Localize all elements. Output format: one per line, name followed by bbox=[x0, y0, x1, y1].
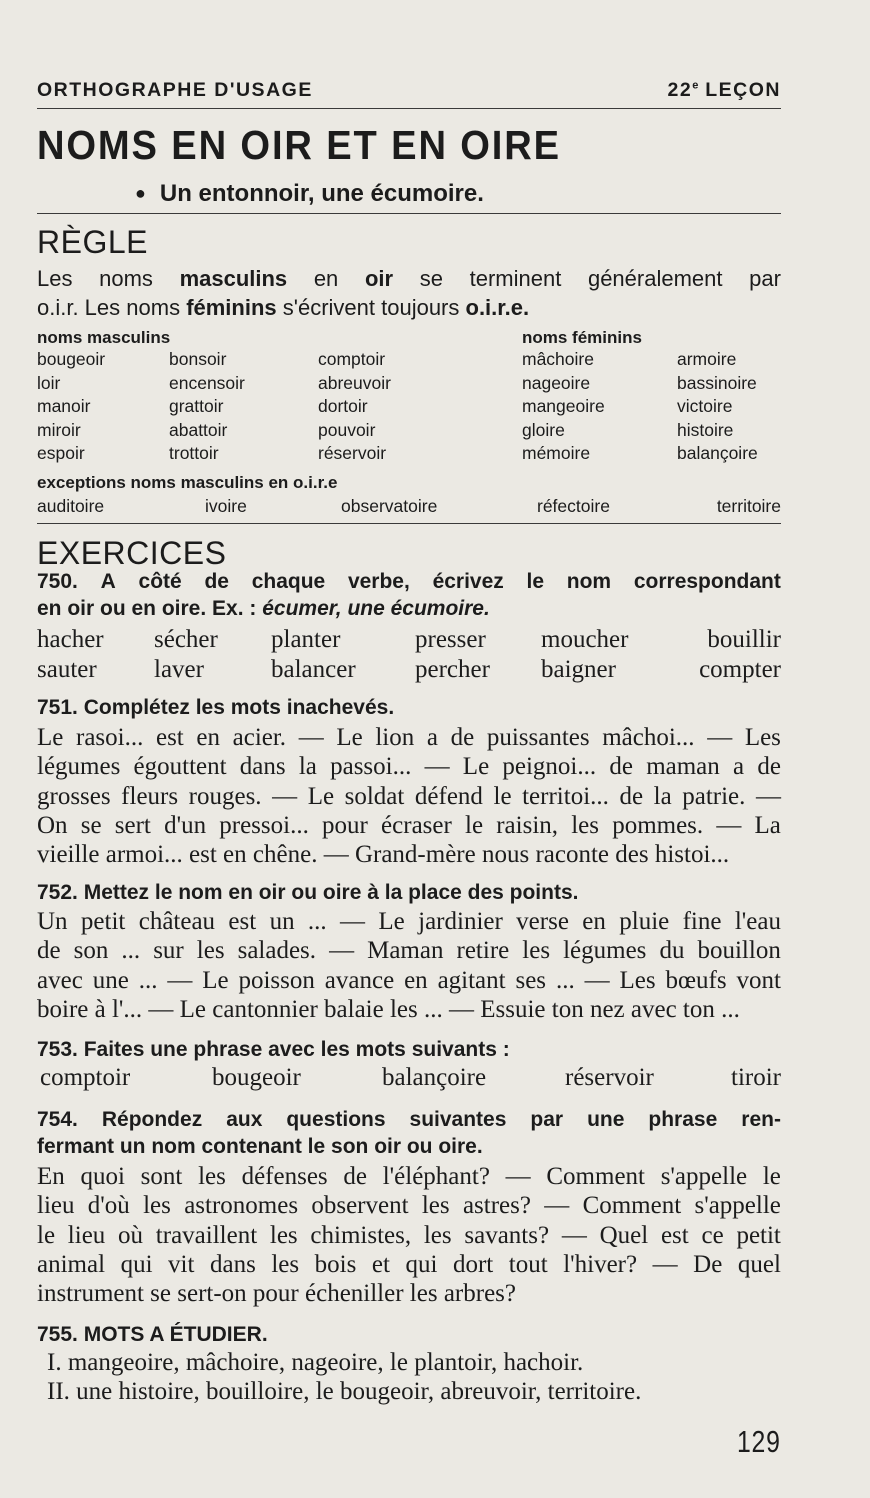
text-line bbox=[37, 811, 781, 840]
page-number: 129 bbox=[737, 1424, 781, 1459]
word: le bbox=[37, 1221, 56, 1249]
row-word: laver bbox=[154, 656, 204, 683]
word: — bbox=[298, 724, 324, 751]
word: vit bbox=[168, 1250, 195, 1278]
word: questions bbox=[286, 1108, 386, 1131]
word: fine bbox=[682, 908, 722, 935]
word: le bbox=[526, 570, 545, 593]
word: l'éléphant? bbox=[382, 1163, 490, 1190]
lists-divider bbox=[37, 523, 781, 524]
word: qui bbox=[405, 1250, 438, 1278]
word: astres? bbox=[462, 1192, 531, 1220]
word: verbe, bbox=[347, 570, 410, 593]
word: s'appelle bbox=[694, 1192, 781, 1220]
row-word: compter bbox=[699, 656, 781, 683]
word: 754. bbox=[37, 1108, 78, 1131]
word: vont bbox=[736, 966, 781, 994]
word: la bbox=[298, 753, 317, 781]
word: et bbox=[371, 1250, 390, 1278]
word: Les bbox=[744, 724, 781, 751]
list-word: armoire bbox=[677, 349, 737, 369]
word: Le bbox=[202, 966, 229, 994]
word: le bbox=[493, 782, 512, 810]
word: avec bbox=[37, 966, 83, 994]
header-divider bbox=[37, 108, 781, 109]
list-word: encensoir bbox=[169, 372, 245, 393]
word: par bbox=[530, 1108, 564, 1131]
word: est bbox=[660, 1221, 689, 1249]
list-word: pouvoir bbox=[318, 419, 376, 440]
word: qui bbox=[120, 1250, 153, 1278]
rule-line-1 bbox=[37, 264, 781, 293]
list-word: nageoire bbox=[522, 372, 591, 393]
word: bouillon bbox=[697, 937, 781, 965]
word: La bbox=[754, 811, 781, 839]
word: observent bbox=[311, 1192, 409, 1220]
row-word: balançoire bbox=[382, 1064, 487, 1091]
list-word: bougeoir bbox=[37, 349, 106, 369]
book-page bbox=[37, 0, 781, 1498]
word: pressoi... bbox=[219, 811, 309, 839]
word: noms bbox=[99, 266, 153, 291]
text-line bbox=[37, 1162, 781, 1191]
word: rouges. bbox=[188, 782, 262, 810]
word: Les bbox=[619, 966, 656, 994]
word: Le bbox=[307, 782, 335, 810]
word: dort bbox=[452, 1250, 494, 1278]
row-word: baigner bbox=[541, 656, 616, 683]
list-word: bonsoir bbox=[169, 349, 227, 369]
list-word: miroir bbox=[37, 419, 81, 440]
word: sur bbox=[153, 937, 184, 965]
word: salades. bbox=[237, 937, 317, 965]
word: petit bbox=[736, 1221, 781, 1249]
word: raisin, bbox=[496, 811, 559, 839]
word: d'un bbox=[164, 811, 207, 839]
word: égouttent bbox=[133, 753, 227, 781]
exercise-752-text bbox=[37, 907, 781, 1024]
exercise-750-line-2: en oir ou en oire. Ex. : écumer, une écumoire. bbox=[37, 597, 490, 620]
masculine-column-3 bbox=[318, 348, 391, 466]
exercise-754-line-1 bbox=[37, 1106, 781, 1133]
list-word: trottoir bbox=[169, 443, 219, 463]
row-word: planter bbox=[271, 626, 341, 653]
text-line bbox=[37, 966, 781, 995]
text-line bbox=[37, 936, 781, 965]
exercise-753-instruction: 753. Faites une phrase avec les mots suivants : bbox=[37, 1038, 510, 1061]
exception-word: auditoire bbox=[37, 496, 105, 516]
word: — bbox=[272, 782, 298, 810]
word: savants? bbox=[464, 1221, 550, 1249]
word: — bbox=[707, 724, 733, 751]
masculine-column-1 bbox=[37, 348, 105, 466]
word: écraser bbox=[381, 811, 452, 839]
word: un bbox=[269, 908, 295, 935]
word: soldat bbox=[344, 782, 405, 810]
text-line bbox=[37, 782, 781, 811]
word: de bbox=[343, 1163, 367, 1190]
word: les bbox=[423, 1221, 452, 1249]
word: — bbox=[424, 753, 450, 781]
word: les bbox=[522, 937, 551, 965]
word: grosses bbox=[37, 782, 111, 810]
word: le bbox=[465, 811, 484, 839]
word: animal bbox=[37, 1250, 106, 1278]
word: en bbox=[404, 966, 428, 994]
word: défend bbox=[414, 782, 483, 810]
word: ses bbox=[515, 966, 547, 994]
word: — bbox=[544, 1192, 570, 1220]
word: de bbox=[204, 570, 229, 593]
word: pour bbox=[322, 811, 368, 839]
word: ce bbox=[701, 1221, 724, 1249]
chapter-label: ORTHOGRAPHE D'USAGE bbox=[37, 79, 313, 101]
list-word: espoir bbox=[37, 443, 85, 463]
word: chaque bbox=[251, 570, 326, 593]
word: correspondant bbox=[633, 570, 781, 593]
text-line bbox=[37, 723, 781, 752]
word: petit bbox=[80, 908, 126, 935]
word: côté bbox=[138, 570, 182, 593]
word: légumes bbox=[37, 753, 121, 781]
word: acier. bbox=[232, 724, 287, 751]
word: se bbox=[419, 266, 443, 291]
word: poisson bbox=[238, 966, 315, 994]
word: lieu bbox=[67, 1221, 106, 1249]
word: avance bbox=[324, 966, 395, 994]
text-line: vieille armoi... est en chêne. — Grand-mère nous raconte des histoi... bbox=[37, 841, 730, 869]
word: — bbox=[329, 937, 355, 965]
word: terminent bbox=[469, 266, 562, 291]
exercise-754-instruction bbox=[37, 1106, 781, 1160]
word: nom bbox=[566, 570, 612, 593]
list-word: grattoir bbox=[169, 396, 224, 416]
rule-heading: RÈGLE bbox=[37, 224, 148, 260]
word: sert bbox=[114, 811, 151, 839]
exercise-754-text bbox=[37, 1162, 781, 1308]
word: astronomes bbox=[184, 1192, 299, 1220]
word: 750. bbox=[37, 570, 78, 593]
word: maman bbox=[646, 753, 720, 781]
word: en bbox=[582, 908, 606, 935]
row-word: réservoir bbox=[565, 1064, 654, 1091]
word: Le bbox=[378, 908, 405, 935]
word: jardinier bbox=[418, 908, 503, 935]
word: peignoi... bbox=[502, 753, 597, 781]
exercise-750-example: écumer, une écumoire. bbox=[262, 597, 490, 620]
word: — bbox=[652, 1250, 678, 1278]
exercise-751-instruction: 751. Complétez les mots inachevés. bbox=[37, 696, 395, 719]
row-word: bougeoir bbox=[212, 1064, 301, 1091]
word: château bbox=[138, 908, 216, 935]
lesson-subtitle: ● Un entonnoir, une écumoire. bbox=[135, 180, 484, 207]
exception-word: observatoire bbox=[341, 496, 438, 516]
exercise-752-instruction: 752. Mettez le nom en oir ou oire à la place des points. bbox=[37, 881, 579, 904]
list-word: abattoir bbox=[169, 419, 228, 440]
word: De bbox=[693, 1250, 723, 1278]
word: les bbox=[571, 811, 599, 839]
word: rasoi... bbox=[76, 724, 144, 751]
exercise-750-line-1 bbox=[37, 568, 781, 595]
word: quoi bbox=[80, 1163, 125, 1190]
word: Les bbox=[37, 266, 73, 291]
word: A bbox=[100, 570, 116, 593]
word: bois bbox=[314, 1250, 357, 1278]
word: On bbox=[37, 811, 68, 839]
lesson-label: 22e LEÇON bbox=[667, 79, 781, 101]
word: de bbox=[37, 937, 61, 965]
row-word: presser bbox=[415, 626, 486, 653]
word: suivantes bbox=[409, 1108, 507, 1131]
word: Le bbox=[37, 724, 64, 751]
row-word: tiroir bbox=[731, 1064, 781, 1091]
rule-text bbox=[37, 264, 781, 322]
word: quel bbox=[737, 1250, 781, 1278]
list-word: réservoir bbox=[318, 443, 387, 463]
word: le bbox=[762, 1163, 781, 1190]
word: dans bbox=[239, 753, 286, 781]
word: En bbox=[37, 1163, 65, 1190]
list-word: comptoir bbox=[318, 349, 386, 369]
word: phrase bbox=[648, 1108, 718, 1131]
word: fleurs bbox=[121, 782, 179, 810]
word: bœufs bbox=[665, 966, 727, 994]
word: la bbox=[653, 782, 672, 810]
word: les bbox=[196, 937, 225, 965]
title-divider bbox=[37, 213, 781, 214]
feminine-column-2 bbox=[677, 348, 758, 466]
word: les bbox=[269, 1221, 298, 1249]
text-line bbox=[37, 752, 781, 781]
word: dans bbox=[209, 1250, 256, 1278]
study-words-line-1: I. mangeoire, mâchoire, nageoire, le plantoir, hachoir. bbox=[47, 1349, 584, 1376]
list-word: histoire bbox=[677, 419, 734, 440]
list-word: manoir bbox=[37, 396, 91, 416]
word: — bbox=[167, 966, 193, 994]
word: Quel bbox=[599, 1221, 649, 1249]
word: travaillent bbox=[155, 1221, 258, 1249]
word: passoi... bbox=[330, 753, 412, 781]
text-line bbox=[37, 1221, 781, 1250]
word: de bbox=[619, 782, 644, 810]
word: puissantes bbox=[486, 724, 590, 751]
bullet-icon: ● bbox=[135, 183, 146, 203]
word: les bbox=[271, 1250, 300, 1278]
word: Répondez bbox=[101, 1108, 203, 1131]
word: ... bbox=[121, 937, 141, 965]
list-word: bassinoire bbox=[677, 372, 757, 393]
word: Comment bbox=[546, 1163, 645, 1190]
word: sont bbox=[140, 1163, 183, 1190]
row-word: sécher bbox=[154, 626, 218, 653]
word: écrivez bbox=[432, 570, 504, 593]
word: Maman bbox=[367, 937, 444, 965]
word: d'où bbox=[87, 1192, 130, 1220]
word: a bbox=[426, 724, 438, 751]
word: Le bbox=[462, 753, 490, 781]
word: défenses bbox=[241, 1163, 328, 1190]
exercise-751-text bbox=[37, 723, 781, 869]
word: Un bbox=[37, 908, 68, 935]
word: — bbox=[505, 1163, 531, 1190]
rule-line-2: o.i.r. Les noms féminins s'écrivent toujours o.i.r.e. bbox=[37, 295, 530, 320]
word: lieu bbox=[37, 1192, 75, 1220]
list-word: loir bbox=[37, 372, 61, 393]
word: ... bbox=[138, 966, 158, 994]
word: est bbox=[155, 724, 184, 751]
word: chimistes, bbox=[310, 1221, 412, 1249]
word: ... bbox=[555, 966, 575, 994]
word: — bbox=[561, 1221, 587, 1249]
exception-word: ivoire bbox=[205, 496, 247, 516]
list-word: abreuvoir bbox=[318, 372, 391, 393]
word: a bbox=[733, 753, 745, 781]
text-line bbox=[37, 1191, 781, 1220]
list-word: mangeoire bbox=[522, 396, 605, 416]
exception-word: territoire bbox=[716, 496, 781, 516]
exercises-heading: EXERCICES bbox=[37, 535, 227, 571]
word: les bbox=[143, 1192, 171, 1220]
word: masculins bbox=[179, 266, 288, 291]
list-word: victoire bbox=[677, 396, 733, 416]
word: territoi... bbox=[522, 782, 609, 810]
word: lion bbox=[375, 724, 415, 751]
row-word: comptoir bbox=[40, 1064, 131, 1091]
word: mâchoi... bbox=[602, 724, 695, 751]
text-line bbox=[37, 907, 781, 936]
word: une bbox=[587, 1108, 625, 1131]
row-word: bouillir bbox=[707, 626, 781, 653]
word: de bbox=[450, 724, 475, 751]
study-words-line-2: II. une histoire, bouilloire, le bougeoir, abreuvoir, territoire. bbox=[47, 1378, 642, 1405]
word: — bbox=[584, 966, 610, 994]
word: pommes. bbox=[612, 811, 704, 839]
list-word: mâchoire bbox=[522, 349, 594, 369]
row-word: balancer bbox=[271, 656, 356, 683]
exercise-754-line-2: fermant un nom contenant le son oir ou oire. bbox=[37, 1135, 483, 1158]
text-line: instrument se sert-on pour écheniller les arbres? bbox=[37, 1280, 516, 1308]
row-word: moucher bbox=[541, 626, 629, 653]
word: Comment bbox=[582, 1192, 682, 1220]
lesson-title: NOMS EN OIR ET EN OIRE bbox=[37, 122, 561, 168]
word: son bbox=[73, 937, 109, 965]
word: s'appelle bbox=[660, 1163, 748, 1190]
word: par bbox=[749, 266, 781, 291]
word: pluie bbox=[619, 908, 670, 935]
exception-word: réfectoire bbox=[537, 496, 610, 516]
word: où bbox=[118, 1221, 144, 1249]
word: de bbox=[609, 753, 633, 781]
word: ren- bbox=[741, 1108, 781, 1131]
word: les bbox=[198, 1163, 226, 1190]
word: ... bbox=[307, 908, 327, 935]
row-word: percher bbox=[415, 656, 490, 683]
feminine-list-heading: noms féminins bbox=[522, 328, 642, 347]
masculine-column-2 bbox=[169, 348, 245, 466]
word: en bbox=[196, 724, 220, 751]
feminine-column-1 bbox=[522, 348, 605, 466]
word: aux bbox=[226, 1108, 263, 1131]
word: de bbox=[757, 753, 781, 781]
list-word: mémoire bbox=[522, 443, 591, 463]
word: est bbox=[228, 908, 257, 935]
row-word: hacher bbox=[37, 626, 104, 653]
word: patrie. bbox=[682, 782, 746, 810]
word: — bbox=[716, 811, 742, 839]
word: agitant bbox=[437, 966, 506, 994]
row-word: sauter bbox=[37, 656, 97, 683]
word: les bbox=[421, 1192, 450, 1220]
list-word: gloire bbox=[522, 419, 565, 440]
word: retire bbox=[456, 937, 510, 965]
word: légumes bbox=[563, 937, 647, 965]
word: en bbox=[313, 266, 339, 291]
exercise-750-instruction bbox=[37, 568, 781, 622]
text-line: boire à l'... — Le cantonnier balaie les ... — Essuie ton nez avec ton ... bbox=[37, 995, 740, 1023]
word: — bbox=[340, 908, 366, 935]
running-header bbox=[37, 79, 781, 105]
word: l'hiver? bbox=[563, 1250, 638, 1278]
word: Le bbox=[336, 724, 363, 751]
word: verse bbox=[516, 908, 569, 935]
word: oir bbox=[364, 266, 394, 291]
word: généralement bbox=[587, 266, 723, 291]
word: se bbox=[80, 811, 102, 839]
text-line bbox=[37, 1250, 781, 1279]
word: du bbox=[659, 937, 685, 965]
word: — bbox=[755, 782, 781, 810]
word: l'eau bbox=[734, 908, 781, 935]
word: tout bbox=[508, 1250, 548, 1278]
masculine-list-heading: noms masculins bbox=[37, 328, 171, 347]
exceptions-heading: exceptions noms masculins en o.i.r.e bbox=[37, 473, 338, 492]
exercise-755-heading: 755. MOTS A ÉTUDIER. bbox=[37, 1323, 268, 1346]
list-word: dortoir bbox=[318, 396, 368, 416]
list-word: balançoire bbox=[677, 443, 758, 463]
word: une bbox=[92, 966, 129, 994]
